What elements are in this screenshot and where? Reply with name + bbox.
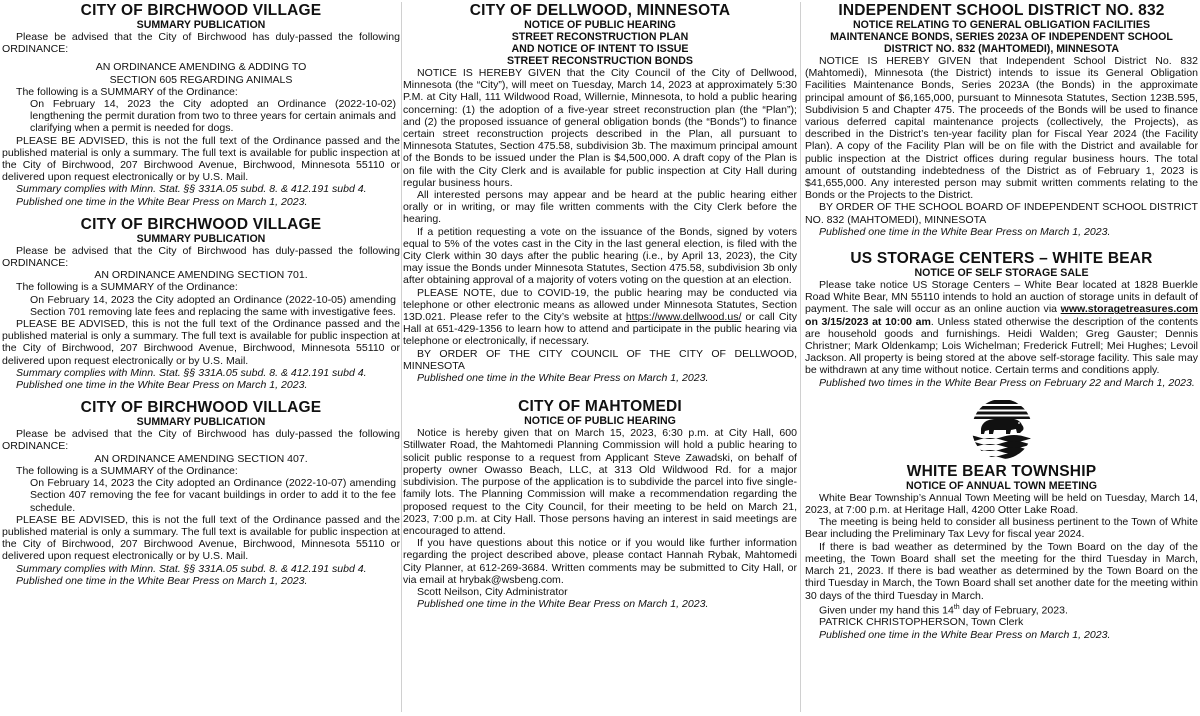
order-line: BY ORDER OF THE CITY COUNCIL OF THE CITY OF DELLWOOD, MINNESOTA (403, 347, 797, 372)
birchwood-notice-407 (2, 399, 400, 587)
notice-subtitle: NOTICE RELATING TO GENERAL OBLIGATION FACILITIES (852, 19, 1151, 31)
published-line: Published one time in the White Bear Press on March 1, 2023. (417, 598, 709, 611)
complies-text: Summary complies with Minn. Stat. §§ 331A.05 subd. 8. & 412.191 subd 4. (16, 366, 367, 379)
column-3 (805, 2, 1198, 649)
storagetreasures-link[interactable]: www.storagetreasures.com (1060, 303, 1198, 316)
column-2 (403, 2, 797, 618)
isd-832-notice (805, 2, 1198, 238)
notice-intro: Please be advised that the City of Birchwood has duly-passed the following ORDINANCE: (2, 31, 400, 56)
paragraph-text: or call City Hall at 651-429-1356 to learn how to attend and participate in the public hearing via telephone or electronically, if necessary. (403, 311, 797, 348)
notice-title: WHITE BEAR TOWNSHIP (906, 462, 1097, 480)
advised-text: PLEASE BE ADVISED, this is not the full text of the Ordinance passed and the published material is only a summary. The full text is available for public inspection at the City of Birchwood, 207 Birchwood Avenue, Birchwood, Minnesota 55110 or delivered upon request electronically or by U.S. Mail. (2, 134, 400, 184)
summary-text: On February 14, 2023 the City adopted an Ordinance (2022-10-05) amending Section 701 removing late fees and replacing the same with investigative fees. (30, 293, 396, 318)
notice-subtitle: NOTICE OF SELF STORAGE SALE (914, 267, 1089, 280)
notice-intro: Please be advised that the City of Birchwood has duly-passed the following ORDINANCE: (2, 244, 400, 270)
paragraph-text: . Unless stated otherwise the description of the contents are household goods and furnishings. Heidi Walden; Greg Gauster; Dennis Christner; Mark Oldenkamp; Lois Wichelman; Frederick Futrell; Mei Hughes; Levoil Jackson. All property is being stored at the above self-storage facility. This sale may be withdrawn at any time without notice. Certain terms and conditions apply. (805, 315, 1198, 377)
notice-subtitle: DISTRICT NO. 832 (MAHTOMEDI), MINNESOTA (883, 43, 1120, 55)
summary-text: On February 14, 2023 the City adopted an Ordinance (2022-10-02) lengthening the permit duration from two to three years for certain animals and clarifying when a permit is needed for dogs. (30, 98, 396, 135)
notice-subtitle: SUMMARY PUBLICATION (136, 19, 266, 31)
birchwood-notice-605 (2, 2, 400, 208)
column-divider (401, 2, 402, 712)
published-line: Published one time in the White Bear Press on March 1, 2023. (417, 372, 709, 385)
notice-paragraph: Notice is hereby given that on March 15, 2023, 6:30 p.m. at City Hall, 600 Stillwater Road, the Mahtomedi Planning Commission will hold a public hearing to solicit public response to a request from Applicant Steve Zawadski, on behalf of property owner Owasso Beach, LLC, at 313 Old Wildwood Rd. for a major subdivision. The purpose of the application is to subdivide the parcel into five single-family lots. The Planning Commission will make a recommendation regarding the proposed request to the City Council, for their meeting to be held on March 21, 2023, 7:00 p.m. at City Hall. Those persons having an interest in said meetings are encouraged to attend. (403, 427, 797, 537)
notice-subtitle: STREET RECONSTRUCTION BONDS (507, 55, 693, 67)
published-line: Published two times in the White Bear Press on February 22 and March 1, 2023. (819, 376, 1195, 389)
summary-intro: The following is a SUMMARY of the Ordinance: (16, 85, 238, 98)
notice-subtitle: SUMMARY PUBLICATION (136, 416, 266, 429)
given-text: day of February, 2023. (959, 604, 1068, 617)
mahtomedi-notice (403, 398, 797, 610)
notice-subtitle: SUMMARY PUBLICATION (136, 232, 266, 245)
paragraph-text: Please take notice US Storage Centers – White Bear located at 1828 Buerkle Road White Bear, MN 55110 intends to hold an auction of storage units in default of payment. The sale will occur as an online auction via (805, 279, 1198, 316)
notice-subtitle: NOTICE OF ANNUAL TOWN MEETING (905, 479, 1098, 492)
ordinance-name: AN ORDINANCE AMENDING SECTION 407. (94, 452, 308, 465)
signer: PATRICK CHRISTOPHERSON, Town Clerk (819, 616, 1024, 629)
advised-text: PLEASE BE ADVISED, this is not the full text of the Ordinance passed and the published material is only a summary. The full text is available for public inspection at the City of Birchwood, 207 Birchwood Avenue, Birchwood, Minnesota 55110 or delivered upon request electronically or by U.S. Mail. (2, 513, 400, 563)
birchwood-notice-701 (2, 216, 400, 391)
notice-paragraph: The meeting is being held to consider all business pertinent to the Town of White Bear including the Preliminary Tax Levy for fiscal year 2024. (805, 516, 1198, 541)
complies-text: Summary complies with Minn. Stat. §§ 331A.05 subd. 8. & 412.191 subd 4. (16, 183, 367, 196)
notice-paragraph: If a petition requesting a vote on the issuance of the Bonds, signed by voters equal to 5% of the votes cast in the City in the last general election, is filed with the City Clerk within 30 days after the public hearing (i.e., by April 13, 2023), the City may issue the Bonds under Minnesota Statutes, Section 475.58, subdivision 3b only after obtaining approval of a majority of voters voting on the question at an election. (403, 225, 797, 287)
published-line: Published one time in the White Bear Press on March 1, 2023. (819, 225, 1111, 238)
given-text: Given under my hand this 14 (819, 604, 954, 617)
dellwood-website-link[interactable]: https://www.dellwood.us/ (625, 311, 742, 324)
notice-intro: Please be advised that the City of Birchwood has duly-passed the following ORDINANCE: (2, 428, 400, 453)
column-1 (2, 2, 400, 595)
summary-intro: The following is a SUMMARY of the Ordinance: (16, 281, 238, 294)
notice-subtitle: NOTICE OF PUBLIC HEARING (524, 19, 676, 31)
published-line: Published one time in the White Bear Press on March 1, 2023. (16, 379, 308, 392)
auction-date: on 3/15/2023 at 10:00 am (805, 315, 931, 328)
white-bear-township-notice (805, 397, 1198, 641)
notice-title: CITY OF BIRCHWOOD VILLAGE (80, 2, 322, 19)
summary-intro: The following is a SUMMARY of the Ordinance: (16, 464, 238, 477)
notice-title: CITY OF BIRCHWOOD VILLAGE (80, 215, 322, 233)
us-storage-notice (805, 250, 1198, 389)
notice-title: US STORAGE CENTERS – WHITE BEAR (850, 250, 1153, 268)
ordinance-name: AN ORDINANCE AMENDING & ADDING TO (95, 61, 307, 74)
notice-title: CITY OF BIRCHWOOD VILLAGE (80, 399, 322, 417)
published-line: Published one time in the White Bear Press on March 1, 2023. (16, 195, 308, 208)
notice-paragraph (805, 279, 1198, 377)
notice-paragraph (403, 287, 797, 348)
complies-text: Summary complies with Minn. Stat. §§ 331A.05 subd. 8. & 412.191 subd 4. (16, 562, 367, 575)
notice-paragraph: All interested persons may appear and be heard at the public hearing either orally or in writing, or may file written comments with the City Clerk before the hearing. (403, 189, 797, 226)
notice-title: CITY OF DELLWOOD, MINNESOTA (469, 2, 731, 19)
published-line: Published one time in the White Bear Press on March 1, 2023. (16, 574, 308, 587)
notice-title: CITY OF MAHTOMEDI (518, 398, 682, 416)
summary-text: On February 14, 2023 the City adopted an Ordinance (2022-10-07) amending Section 407 removing the fee for vacant buildings in order to add it to the fee schedule. (30, 477, 396, 514)
notice-subtitle: NOTICE OF PUBLIC HEARING (524, 415, 676, 428)
signer: Scott Neilson, City Administrator (417, 585, 568, 598)
notice-paragraph: NOTICE IS HEREBY GIVEN that Independent School District No. 832 (Mahtomedi), Minnesota (the District) intends to issue its General Obligation Facilities Maintenance Bonds, Series 2023A (the Bonds) in the approximate principal amount of $6,165,000, pursuant to Minnesota Statutes, Section 123B.595, Subdivision 5 and Chapter 475. The proceeds of the Bonds will be used to finance various deferred capital maintenance projects (collectively, the Projects), as described in the District’s ten-year facility plan for Fiscal Year 2024 (the Facility Plan). A copy of the Facility Plan will be on file with the District and available for public inspection at the District offices during regular business hours. The total amount of outstanding indebtedness of the District as of February 1, 2023 is $41,655,000. Any interested person may submit written comments relating to the Bonds or the Projects to the District. (805, 55, 1198, 202)
notice-paragraph: NOTICE IS HEREBY GIVEN that the City Council of the City of Dellwood, Minnesota (the “City”), will meet on Tuesday, March 14, 2023 at approximately 5:30 P.M. at City Hall, 111 Wildwood Road, Willernie, Minnesota, to hold a public hearing concerning: (1) the adoption of a five-year street reconstruction plan (the “Plan”); and (2) the proposed issuance of general obligation bonds (the “Bonds”) to finance certain street reconstruction projects described in the Plan, all pursuant to Minnesota Statutes, Section 475.58, subdivision 3b. The maximum principal amount of the Bonds to be issued under the Plan is $4,500,000. A draft copy of the Plan is on file with the City Clerk and is available for public inspection at City Hall during regular business hours. (403, 67, 797, 189)
dellwood-notice (403, 2, 797, 384)
notice-paragraph: If there is bad weather as determined by the Town Board on the day of the meeting, the Town Board shall set the meeting for the third Tuesday in March, March 21, 2023. If there is bad weather as determined by the Town Board on the third Tuesday in March, the Town Board shall set another date for the meeting within 30 days of the third Tuesday in March. (805, 540, 1198, 602)
notice-title: INDEPENDENT SCHOOL DISTRICT NO. 832 (838, 2, 1165, 19)
notice-paragraph: If you have questions about this notice or if you would like further information regarding the project described above, please contact Hannah Rybak, Mahtomedi City Planner, at 612-269-3684. Written comments may be submitted to City Hall, or via email at hrybak@wsbeng.com. (403, 537, 797, 586)
ordinance-name: SECTION 605 REGARDING ANIMALS (109, 73, 293, 86)
given-line (805, 602, 1198, 617)
ordinal-suffix: th (953, 603, 960, 611)
paragraph-text: PLEASE NOTE, due to COVID-19, the public hearing may be conducted via telephone or other electronic means as allowed under Minnesota Statutes, Section 13D.021. Please refer to the City’s website at (403, 286, 797, 324)
notice-subtitle: MAINTENANCE BONDS, SERIES 2023A OF INDEPENDENT SCHOOL (830, 31, 1173, 43)
column-divider (800, 2, 801, 712)
notice-subtitle: AND NOTICE OF INTENT TO ISSUE (511, 43, 689, 55)
published-line: Published one time in the White Bear Press on March 1, 2023. (819, 628, 1111, 641)
order-line: BY ORDER OF THE SCHOOL BOARD OF INDEPENDENT SCHOOL DISTRICT NO. 832 (MAHTOMEDI), MINNESOTA (805, 201, 1198, 226)
ordinance-name: AN ORDINANCE AMENDING SECTION 701. (94, 269, 308, 282)
bear-over-waves-logo-icon (954, 397, 1050, 461)
advised-text: PLEASE BE ADVISED, this is not the full text of the Ordinance passed and the published material is only a summary. The full text is available for public inspection at the City of Birchwood, 207 Birchwood Avenue, Birchwood, Minnesota 55110 or delivered upon request electronically or by U.S. Mail. (2, 318, 400, 367)
notice-subtitle: STREET RECONSTRUCTION PLAN (511, 31, 689, 43)
notice-paragraph: White Bear Township’s Annual Town Meeting will be held on Tuesday, March 14, 2023, at 7:00 p.m. at Heritage Hall, 4200 Otter Lake Road. (805, 491, 1198, 517)
